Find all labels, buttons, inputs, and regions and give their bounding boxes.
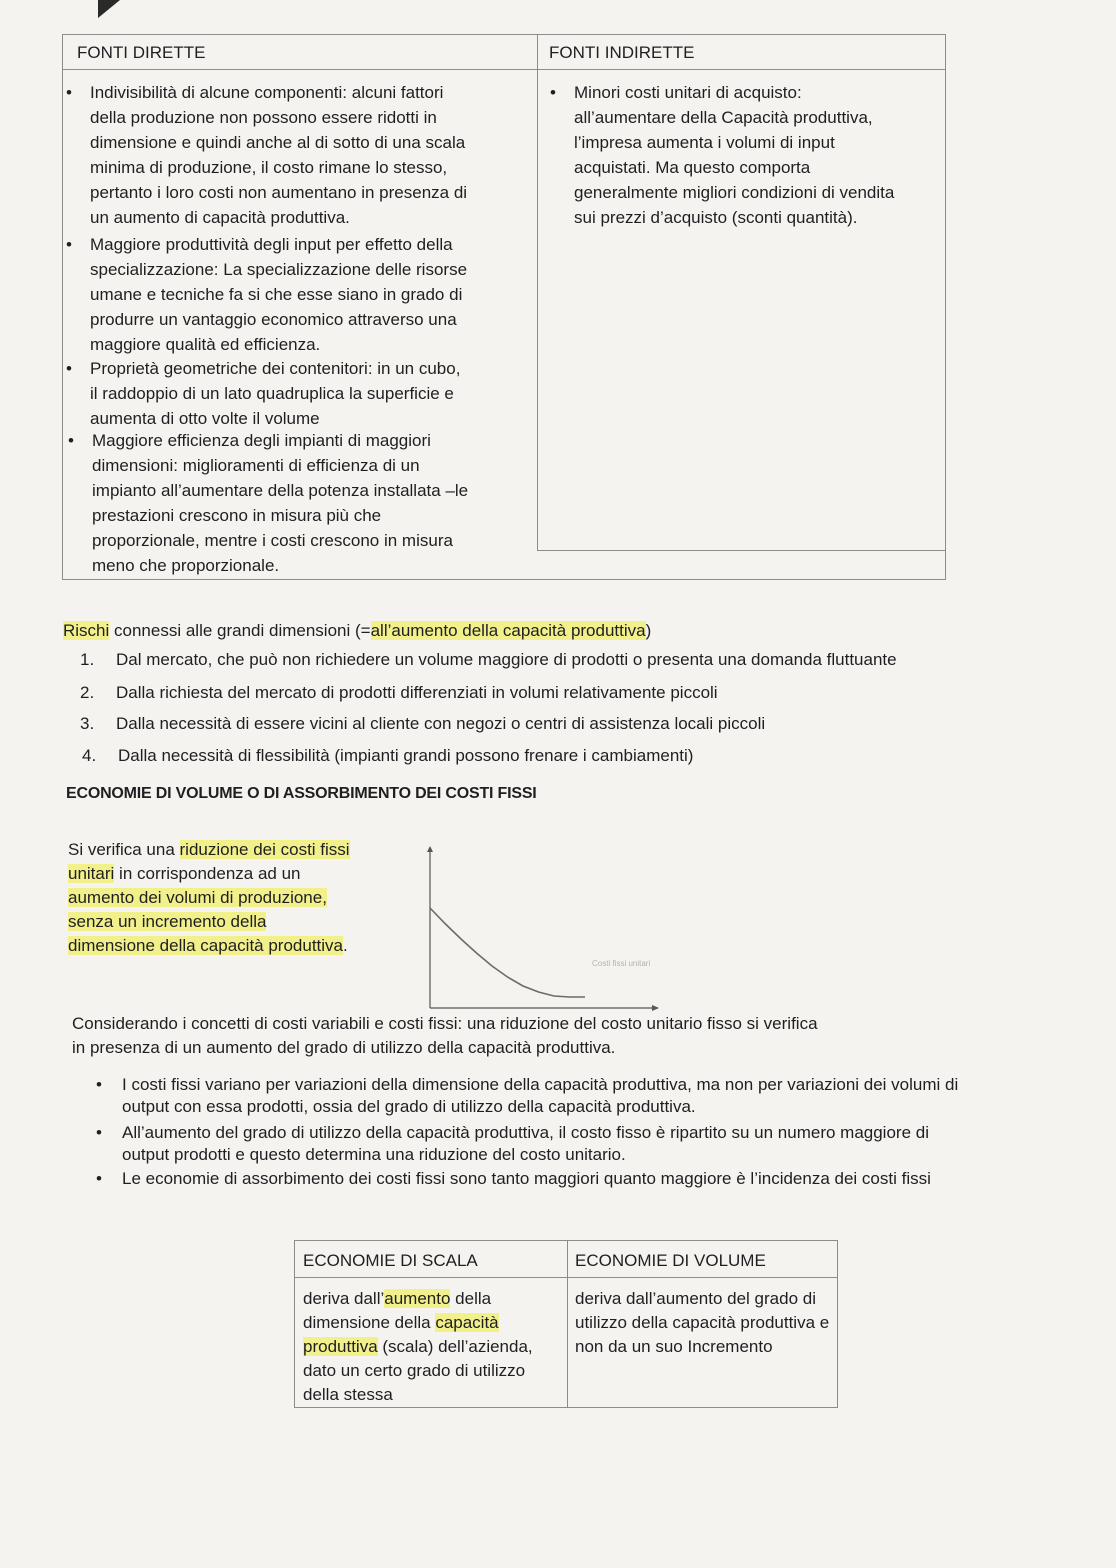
series-line-costi-fissi-unitari [430, 908, 585, 997]
list-item-efficienza-impianti: • Maggiore efficienza degli impianti di maggiori dimensioni: miglioramenti di efficienza di un impianto all’aumentare della potenza installata –le prestazioni crescono in misura più che proporzionale, mentre i costi crescono in misura meno che proporzionale. [68, 431, 469, 575]
header-economie-volume: ECONOMIE DI VOLUME [575, 1251, 766, 1270]
y-axis-arrow [427, 846, 433, 852]
header-fonti-indirette: FONTI INDIRETTE [549, 43, 695, 62]
intro-paragraph: Si verifica una riduzione dei costi fissi unitari in corrispondenza ad un aumento dei volumi di produzione, senza un incremento della dimensione della capacità produttiva. [68, 840, 350, 955]
bullet-economie-assorbimento: • Le economie di assorbimento dei costi fissi sono tanto maggiori quanto maggiore è l’incidenza dei costi fissi [96, 1169, 931, 1188]
page-corner-mark [98, 0, 120, 18]
list-item-produttivita: • Maggiore produttività degli input per effetto della specializzazione: La specializzazione delle risorse umane e tecniche fa si che esse siano in grado di produrre un vantaggio economico attraverso una maggiore qualità ed efficienza. [66, 235, 468, 354]
list-item-geometriche: • Proprietà geometriche dei contenitori: in un cubo, il raddoppio di un lato quadruplica la superficie e aumenta di otto volte il volume [66, 359, 461, 428]
risks-title: Rischi connessi alle grandi dimensioni (=all’aumento della capacità produttiva) [63, 621, 652, 640]
risk-item-4: 4. Dalla necessità di flessibilità (impianti grandi possono frenare i cambiamenti) [82, 746, 694, 765]
cell-economie-scala: deriva dall’aumento della dimensione della capacità produttiva (scala) dell’azienda, dato un certo grado di utilizzo della stessa [303, 1289, 533, 1404]
bullet-aumento-utilizzo: • All’aumento del grado di utilizzo della capacità produttiva, il costo fisso è ripartito su un numero maggiore di output prodotti e questo determina una riduzione del costo unitario. [96, 1123, 929, 1164]
scale-volume-table [294, 1240, 838, 1408]
header-economie-scala: ECONOMIE DI SCALA [303, 1251, 478, 1270]
risk-item-3: 3. Dalla necessità di essere vicini al cliente con negozi o centri di assistenza locali piccoli [80, 714, 766, 733]
bullet-costi-fissi: • I costi fissi variano per variazioni della dimensione della capacità produttiva, ma non per variazioni dei volumi di output con essa prodotti, ossia del grado di utilizzo della capacità produttiva. [96, 1075, 959, 1116]
risk-item-2: 2. Dalla richiesta del mercato di prodotti differenziati in volumi relativamente piccoli [80, 683, 718, 702]
series-label: Costi fissi unitari [592, 959, 651, 968]
header-fonti-dirette: FONTI DIRETTE [77, 43, 206, 62]
list-item-costi-acquisto: • Minori costi unitari di acquisto: all’aumentare della Capacità produttiva, l’impresa aumenta i volumi di input acquistati. Ma questo comporta generalmente migliori condizioni di vendita sui prezzi d’acquisto (sconti quantità). [550, 83, 895, 227]
cell-economie-volume: deriva dall’aumento del grado di utilizzo della capacità produttiva e non da un suo Incremento [575, 1289, 830, 1356]
section-title: ECONOMIE DI VOLUME O DI ASSORBIMENTO DEI COSTI FISSI [66, 785, 537, 802]
fixed-cost-chart [410, 842, 690, 1014]
x-axis-arrow [652, 1005, 659, 1011]
consider-paragraph: Considerando i concetti di costi variabili e costi fissi: una riduzione del costo unitario fisso si verifica in presenza di un aumento del grado di utilizzo della capacità produttiva. [72, 1014, 818, 1057]
risk-item-1: 1. Dal mercato, che può non richiedere un volume maggiore di prodotti o presenta una domanda fluttuante [80, 650, 897, 669]
list-item-indivisibilita: • Indivisibilità di alcune componenti: alcuni fattori della produzione non possono essere ridotti in dimensione e quindi anche al di sotto di una scala minima di produzione, il costo rimane lo stesso, pertanto i loro costi non aumentano in presenza di un aumento di capacità produttiva. [66, 83, 468, 227]
